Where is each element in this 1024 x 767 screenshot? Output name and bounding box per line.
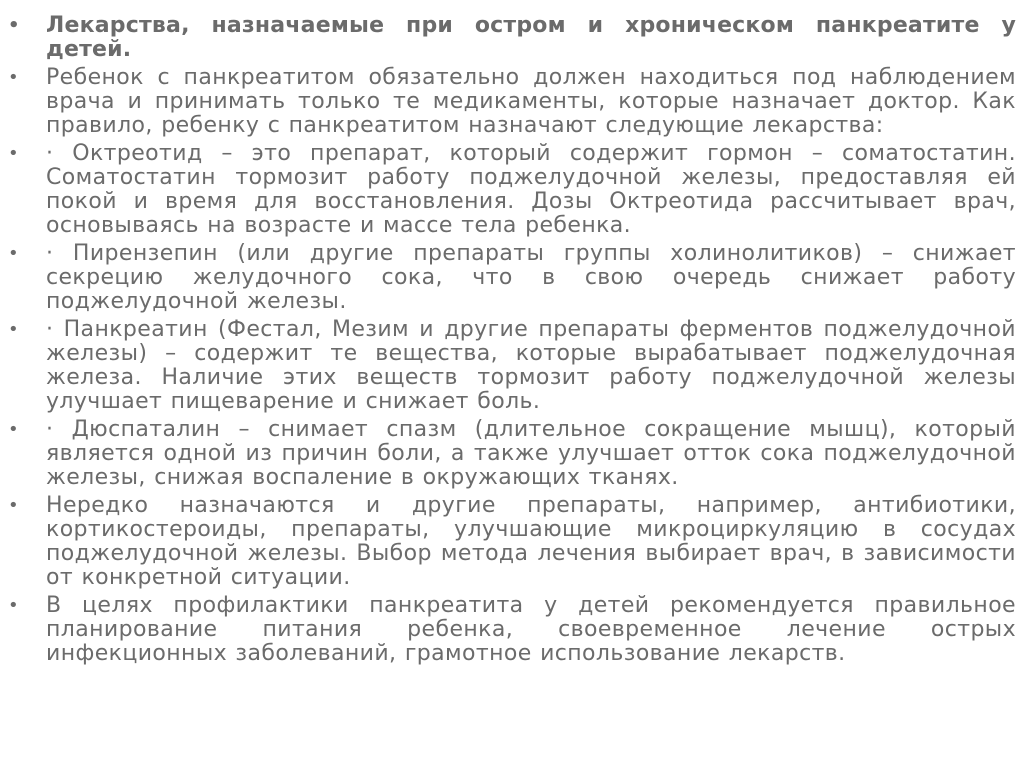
list-item-text: Ребенок с панкреатитом обязательно должен находиться под наблюдением врача и принимать только те медикаменты, которые назначает доктор. Как правило, ребенку с панкреатитом назначают следующие лекарства: — [46, 65, 1016, 138]
bullet-dot-icon: • — [8, 595, 20, 616]
bullet-list — [8, 14, 1016, 670]
list-item-text: · Пирензепин (или другие препараты группы холинолитиков) – снижает секрецию желудочного сока, что в свою очередь снижает работу поджелудочной железы. — [46, 241, 1016, 314]
bullet-dot-icon: • — [8, 67, 20, 88]
list-item-text: Нередко назначаются и другие препараты, например, антибиотики, кортикостероиды, препараты, улучшающие микроциркуляцию в сосудах поджелудочной железы. Выбор метода лечения выбирает врач, в зависимости от конкретной ситуации. — [46, 493, 1016, 590]
list-item — [8, 242, 1016, 314]
bullet-dot-icon: • — [8, 15, 20, 36]
list-item-text: · Октреотид – это препарат, который содержит гормон – соматостатин. Соматостатин тормозит работу поджелудочной железы, предоставляя ей покой и время для восстановления. Дозы Октреотида рассчитывает врач, основываясь на возрасте и массе тела ребенка. — [46, 141, 1016, 238]
list-item-text: · Панкреатин (Фестал, Мезим и другие препараты ферментов поджелудочной железы) – содержит те вещества, которые вырабатывает поджелудочная железа. Наличие этих веществ тормозит работу поджелудочной железы улучшает пищеварение и снижает боль. — [46, 317, 1016, 414]
list-item — [8, 66, 1016, 138]
list-item — [8, 494, 1016, 590]
list-item — [8, 418, 1016, 490]
list-item-text: В целях профилактики панкреатита у детей рекомендуется правильное планирование питания ребенка, своевременное лечение острых инфекционных заболеваний, грамотное использование лекарств. — [46, 593, 1016, 666]
slide-title — [8, 14, 1016, 62]
slide-title-text: Лекарства, назначаемые при остром и хроническом панкреатите у детей. — [46, 13, 1016, 62]
bullet-dot-icon: • — [8, 143, 20, 164]
list-item — [8, 142, 1016, 238]
list-item — [8, 318, 1016, 414]
bullet-dot-icon: • — [8, 495, 20, 516]
list-item — [8, 594, 1016, 666]
bullet-dot-icon: • — [8, 419, 20, 440]
list-item-text: · Дюспаталин – снимает спазм (длительное сокращение мышц), который является одной из причин боли, а также улучшает отток сока поджелудочной железы, снижая воспаление в окружающих тканях. — [46, 417, 1016, 490]
bullet-dot-icon: • — [8, 243, 20, 264]
bullet-dot-icon: • — [8, 319, 20, 340]
